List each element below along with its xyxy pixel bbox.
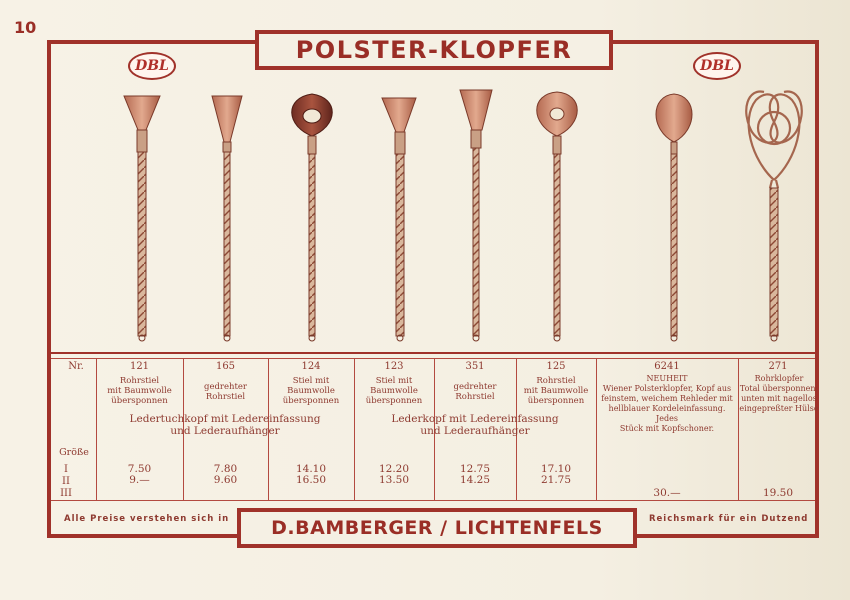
article-description: NEUHEIT Wiener Polsterklopfer, Kopf aus feinstem, weichem Rehleder mit hellblauer Kordeleinfassung. Jedes Stück mit Kopfschoner.	[601, 374, 733, 433]
table-top-rule	[51, 352, 815, 354]
logo-right: DBL	[693, 52, 741, 80]
table-bottom-rule	[51, 500, 815, 501]
article-number: 165	[215, 361, 236, 372]
page-number: 10	[14, 18, 37, 37]
price-cell: 12.75 14.25	[459, 463, 491, 486]
footer-right-note: Reichsmark für ein Dutzend	[649, 514, 809, 524]
beater-165	[212, 96, 242, 341]
size-row: III	[60, 488, 72, 499]
beater-121	[124, 96, 160, 341]
group-description-lederkopf: Lederkopf mit Ledereinfassung und Lederaufhänger	[391, 413, 559, 437]
size-row: II	[62, 476, 70, 487]
article-number: 6241	[654, 361, 680, 372]
price-cell: 14.10 16.50	[295, 463, 327, 486]
footer-company: D.BAMBERGER / LICHTENFELS	[237, 508, 637, 548]
group-description-ledertuch: Ledertuchkopf mit Ledereinfassung und Lederaufhänger	[129, 413, 321, 437]
beater-123	[382, 98, 416, 341]
logo-left: DBL	[128, 52, 176, 80]
article-number: 123	[384, 361, 404, 372]
article-description: Rohrklopfer Total übersponnen, unten mit nagellos eingepreßter Hülse	[739, 374, 819, 413]
article-description: Rohrstiel mit Baumwolle übersponnen	[523, 376, 589, 406]
beater-125	[537, 92, 578, 341]
price-cell: 7.80 9.60	[213, 463, 238, 486]
article-description: gedrehter Rohrstiel	[453, 382, 497, 402]
article-number: 125	[546, 361, 566, 372]
article-number: 271	[768, 361, 788, 372]
beater-124	[292, 94, 333, 341]
article-number: 121	[129, 361, 150, 372]
article-number: 351	[465, 361, 485, 372]
article-description: Stiel mit Baumwolle übersponnen	[282, 376, 340, 406]
nr-label: Nr.	[68, 361, 84, 372]
price-cell: 17.10 21.75	[540, 463, 572, 486]
price-cell: 19.50	[762, 487, 794, 499]
price-cell: 30.—	[653, 487, 681, 499]
price-cell: 7.50 9.—	[127, 463, 152, 486]
header-rule	[51, 358, 815, 359]
beater-271	[746, 92, 802, 341]
beater-351	[460, 90, 492, 341]
article-description: Stiel mit Baumwolle übersponnen	[365, 376, 423, 406]
beater-6241	[656, 94, 692, 341]
price-cell: 12.20 13.50	[378, 463, 410, 486]
size-row: I	[64, 464, 68, 475]
article-description: Rohrstiel mit Baumwolle übersponnen	[107, 376, 172, 406]
page-title: POLSTER-KLOPFER	[255, 30, 613, 70]
article-number: 124	[301, 361, 321, 372]
col-divider	[596, 358, 597, 500]
footer-left-note: Alle Preise verstehen sich in	[64, 514, 230, 524]
beater-illustrations	[80, 80, 820, 350]
size-label: Größe	[59, 447, 89, 458]
article-description: gedrehter Rohrstiel	[204, 382, 247, 402]
